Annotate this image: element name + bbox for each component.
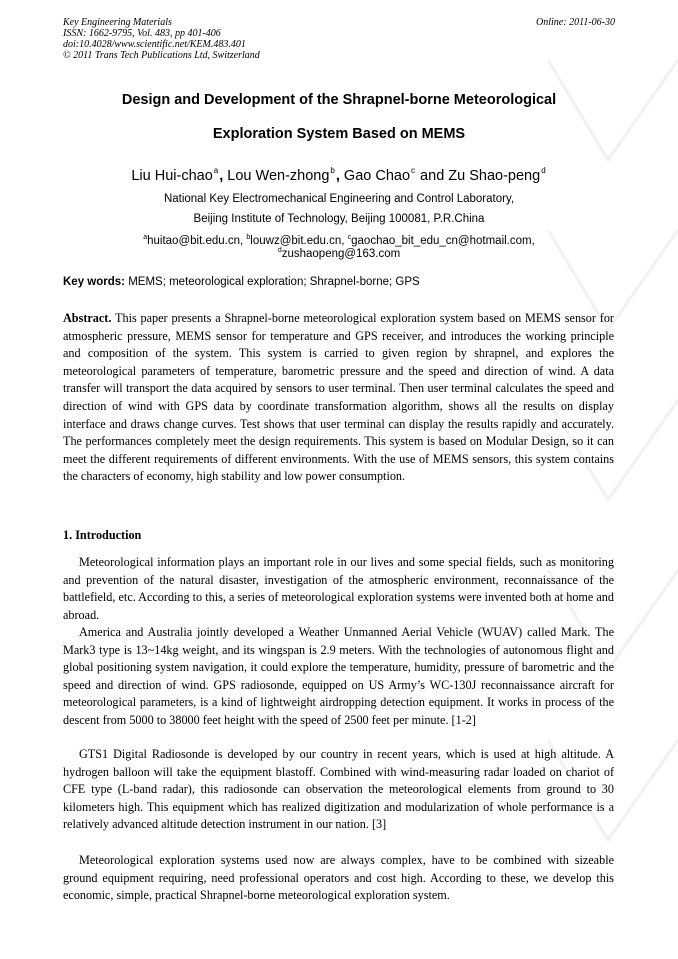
keywords-text: MEMS; meteorological exploration; Shrapnel-borne; GPS <box>128 276 420 288</box>
affiliation-line-1: National Key Electromechanical Engineering and Control Laboratory, <box>163 193 515 205</box>
online-date: Online: 2011-06-30 <box>536 17 615 28</box>
copyright-line: © 2011 Trans Tech Publications Ltd, Switzerland <box>63 50 260 61</box>
email-mark: d <box>277 247 282 254</box>
paragraph <box>63 746 614 834</box>
email-mark: a <box>143 234 148 241</box>
abstract-text: This paper presents a Shrapnel-borne meteorological exploration system based on MEMS sensor for atmospheric pressure, MEMS sensor for temperature and GPS receiver, and introduces the working principle and composition of the system. This system is carried to given region by shrapnel, and explores the meteorological parameters of temperature, barometric pressure and the speed and direction of wind. A data transfer will transport the data acquired by sensors to user terminal. Then user terminal calculates the speed and direction of wind with GPS data by coordinate transformation algorithm, shows all the results on display interface and draws change curves. Test shows that user terminal can display the results rapidly and accurately. The performances completely meet the design requirements. This system is based on Modular Design, so it can meet the different requirements of different environments. With the use of MEMS sensors, this system contains the characters of economy, high stability and low power consumption. <box>63 311 614 484</box>
paragraph-text: Meteorological information plays an important role in our lives and some special fields, such as monitoring and prevention of the natural disaster, investigation of the atmospheric environment, reconnaissance of the battlefield, etc. According to this, a series of meteorological exploration systems were invented both at home and abroad. <box>63 555 614 622</box>
email: huitao@bit.edu.cn, <box>147 235 244 247</box>
author-mark: b <box>330 166 335 175</box>
paragraph <box>63 554 614 624</box>
abstract-label: Abstract. <box>63 311 112 325</box>
email-line-1 <box>0 234 678 247</box>
author-list: Liu Hui-chao$^a$, Lou Wen-zhong$^b$, Gao Chao$^c$ and Zu Shao-peng$^d$ <box>131 166 546 184</box>
abstract <box>63 310 614 486</box>
author-name: Liu Hui-chao <box>131 168 213 184</box>
email-line-2 <box>0 247 678 260</box>
author-mark: d <box>541 166 546 175</box>
email: gaochao_bit_edu_cn@hotmail.com, <box>351 235 535 247</box>
paragraph <box>63 624 614 730</box>
section-heading: 1. Introduction <box>63 528 142 542</box>
email: louwz@bit.edu.cn, <box>250 235 345 247</box>
author-name: Gao Chao <box>343 168 411 184</box>
author-and: and <box>416 168 449 184</box>
paragraph-text: America and Australia jointly developed a Weather Unmanned Aerial Vehicle (WUAV) called Mark. The Mark3 type is 13~14kg weight, and its wingspan is 2.9 meters. With the technologies of autonomous flight and global positioning system navigation, it could explore the temperature, humidity, pressure of barometric and the speed and direction of wind. GPS radiosonde, equipped on US Army’s WC-130J reconnaissance aircraft for meteorological parameters, is a kind of lightweight airdropping detection equipment. It works in process of the descent from 5000 to 38000 feet height with the speed of 2500 feet per minute. [1-2] <box>63 625 614 727</box>
paragraph-text: Meteorological exploration systems used now are always complex, have to be combined with sizeable ground equipment requiring, need professional operators and cost high. According to these, we develop this economic, simple, practical Shrapnel-borne meteorological exploration system. <box>63 853 614 903</box>
paragraph-text: GTS1 Digital Radiosonde is developed by our country in recent years, which is used at high altitude. A hydrogen balloon will take the equipment blastoff. Combined with wind-measuring radar loaded on chariot of CFE type (L-band radar), this radiosonde can observation the meteorological elements from ground to 30 kilometers high. This equipment which has realized digitization and modularization of whole performance is a relatively advanced altitude detection instrument in our nation. [3] <box>63 747 614 832</box>
journal-name: Key Engineering Materials <box>63 17 172 28</box>
paper-title-line-1: Design and Development of the Shrapnel-borne Meteorological <box>121 92 557 108</box>
email-mark: b <box>246 234 251 241</box>
author-mark: c <box>411 166 416 175</box>
email-mark: c <box>347 234 352 241</box>
author-mark: a <box>213 166 219 175</box>
affiliation-line-2: Beijing Institute of Technology, Beijing 100081, P.R.China <box>193 213 485 225</box>
keywords-label: Key words: <box>63 276 125 288</box>
doi-line: doi:10.4028/www.scientific.net/KEM.483.401 <box>63 39 246 50</box>
issn-line: ISSN: 1662-9795, Vol. 483, pp 401-406 <box>63 28 221 39</box>
keywords <box>63 276 420 288</box>
author-name: Zu Shao-peng <box>448 168 541 184</box>
author-name: Lou Wen-zhong <box>227 168 330 184</box>
email: zushaopeng@163.com <box>281 248 401 260</box>
paper-title-line-2: Exploration System Based on MEMS <box>212 126 466 142</box>
paragraph <box>63 852 614 905</box>
